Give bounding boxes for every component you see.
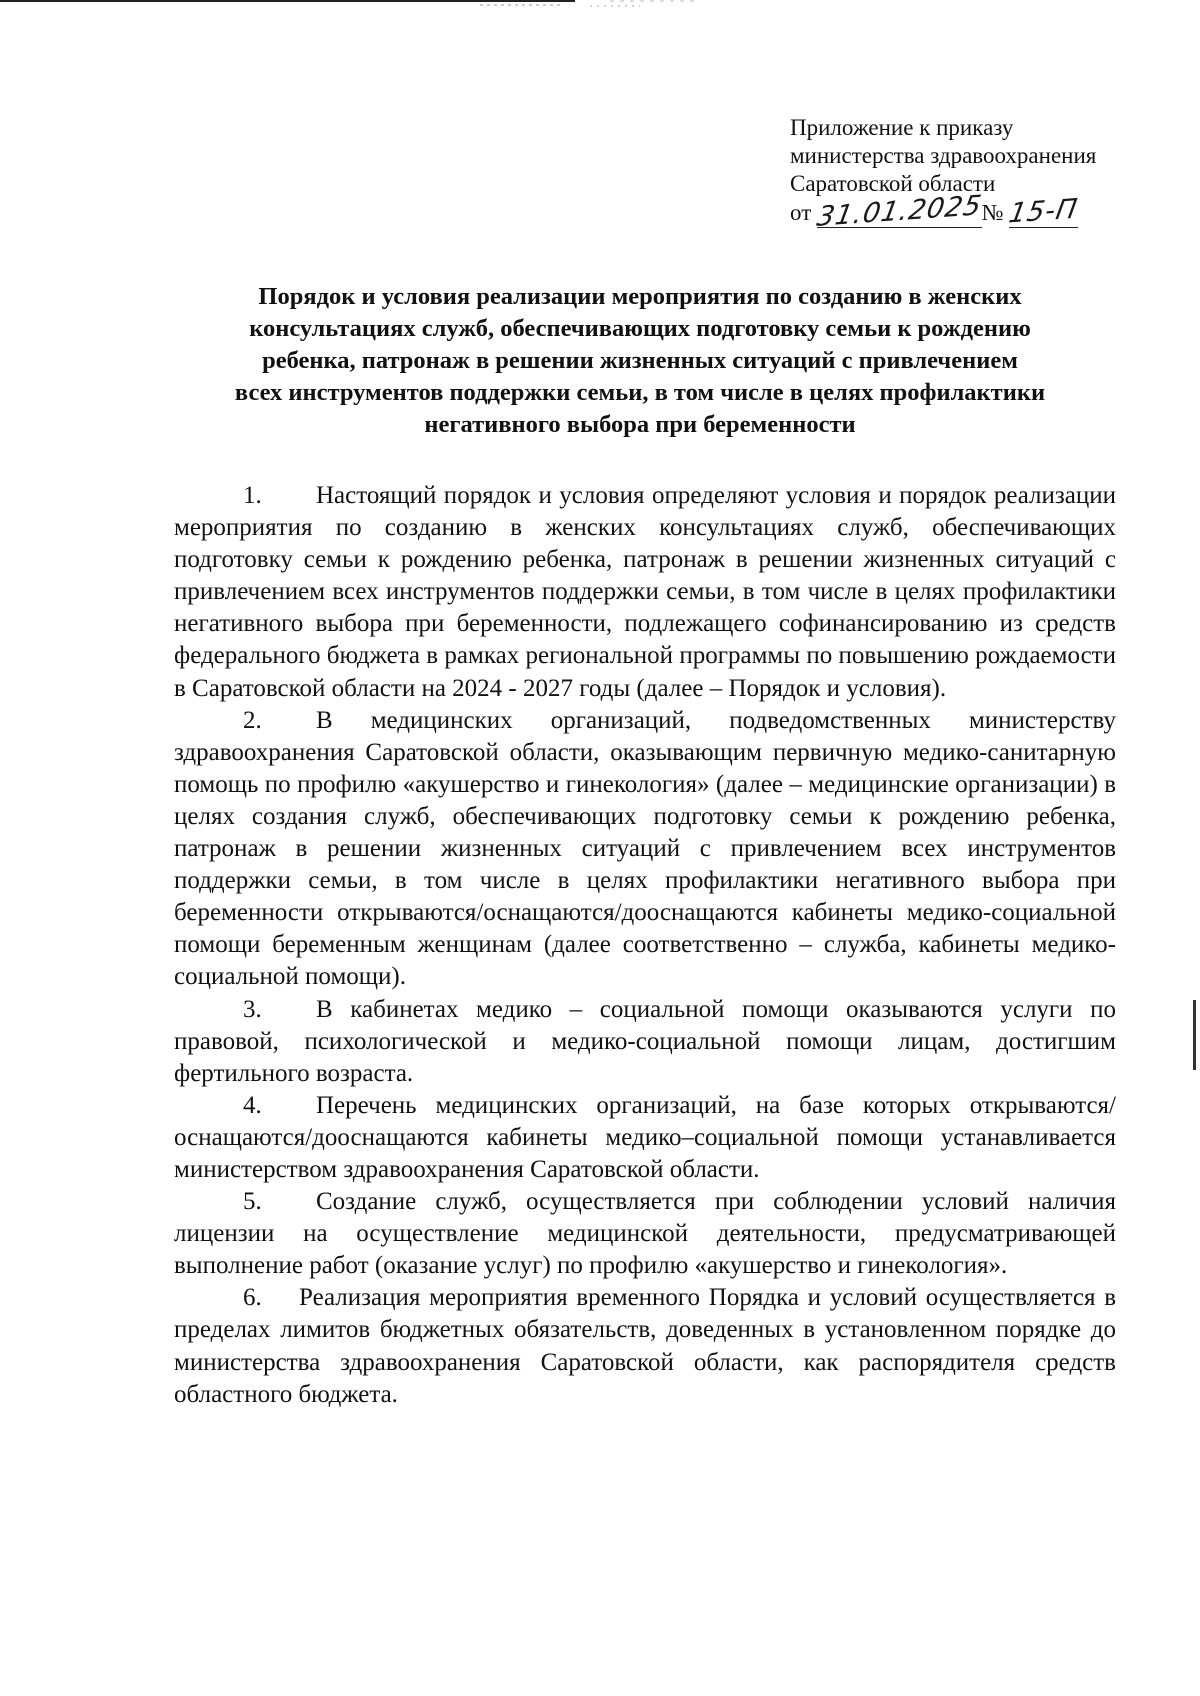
paragraph-2 <box>174 705 1116 994</box>
paragraph-text: В медицинских организаций, подведомственных министерству здравоохранения Саратовской области, оказывающим первичную медико-санитарную помощь по профилю «акушерство и гинекология» (далее – медицинские организации) в целях создания служб, обеспечивающих подготовку семьи к рождению ребенка, патронаж в решении жизненных ситуаций с привлечением всех инструментов поддержки семьи, в том числе в целях профилактики негативного выбора при беременности открываются/оснащаются/дооснащаются кабинеты медико-социальной помощи беременным женщинам (далее соответственно – служба, кабинеты медико-социальной помощи). <box>174 706 1116 991</box>
paragraph-number: 5. <box>243 1188 262 1216</box>
appendix-reference <box>790 114 1170 233</box>
paragraph-text: Реализация мероприятия временного Порядка и условий осуществляется в пределах лимитов бюджетных обязательств, доведенных в установленном порядке до министерства здравоохранения Саратовской области, как распорядителя средств областного бюджета. <box>174 1284 1116 1408</box>
document-body <box>174 480 1116 1411</box>
handwritten-number-field <box>1006 193 1081 230</box>
appendix-line-3: Саратовской области <box>790 171 996 196</box>
paragraph-number: 3. <box>243 995 262 1023</box>
paragraph-text: В кабинетах медико – социальной помощи оказываются услуги по правовой, психологической и медико-социальной помощи лицам, достигшим фертильного возраста. <box>174 995 1116 1087</box>
paragraph-1 <box>174 480 1116 705</box>
paragraph-6 <box>174 1282 1116 1410</box>
number-label: № <box>981 200 1004 225</box>
title-line: негативного выбора при беременности <box>424 411 856 438</box>
handwritten-date: 31.01.2025 <box>814 190 985 233</box>
title-line: всех инструментов поддержки семьи, в том числе в целях профилактики <box>234 379 1046 406</box>
paragraph-3 <box>174 994 1116 1090</box>
paragraph-number: 4. <box>243 1091 262 1119</box>
paragraph-number: 2. <box>243 706 262 734</box>
title-line: Порядок и условия реализации мероприятия по созданию в женских <box>258 283 1022 310</box>
appendix-date-number-line <box>790 190 1170 233</box>
scan-edge-artifact <box>0 0 1200 14</box>
paragraph-number: 1. <box>243 482 262 509</box>
handwritten-date-field <box>814 190 985 233</box>
paragraph-5 <box>174 1186 1116 1282</box>
from-label: от <box>790 200 812 225</box>
handwritten-number: 15-П <box>1006 193 1081 230</box>
scan-margin-mark <box>1193 1000 1196 1070</box>
paragraph-4 <box>174 1090 1116 1186</box>
paragraph-number: 6. <box>243 1284 262 1312</box>
title-line: консультациях служб, обеспечивающих подготовку семьи к рождению <box>249 315 1031 342</box>
paragraph-text: Создание служб, осуществляется при соблюдении условий наличия лицензии на осуществление медицинской деятельности, предусматривающей выполнение работ (оказание услуг) по профилю «акушерство и гинекология». <box>174 1188 1116 1280</box>
appendix-line-2: министерства здравоохранения <box>790 143 1097 168</box>
title-line: ребенка, патронаж в решении жизненных ситуаций с привлечением <box>262 347 1018 374</box>
paragraph-text: Перечень медицинских организаций, на базе которых открываются/оснащаются/дооснащаются кабинеты медико–социальной помощи устанавливается министерством здравоохранения Саратовской области. <box>174 1091 1116 1183</box>
appendix-line-1: Приложение к приказу <box>790 115 1014 140</box>
paragraph-text: Настоящий порядок и условия определяют условия и порядок реализации мероприятия по созданию в женских консультациях служб, обеспечивающих подготовку семьи к рождению ребенка, патронаж в решении жизненных ситуаций с привлечением всех инструментов поддержки семьи, в том числе в целях профилактики негативного выбора при беременности, подлежащего софинансированию из средств федерального бюджета в рамках региональной программы по повышению рождаемости в Саратовской области на 2024 - 2027 годы (далее – Порядок и условия). <box>174 482 1116 702</box>
document-title <box>150 281 1130 441</box>
